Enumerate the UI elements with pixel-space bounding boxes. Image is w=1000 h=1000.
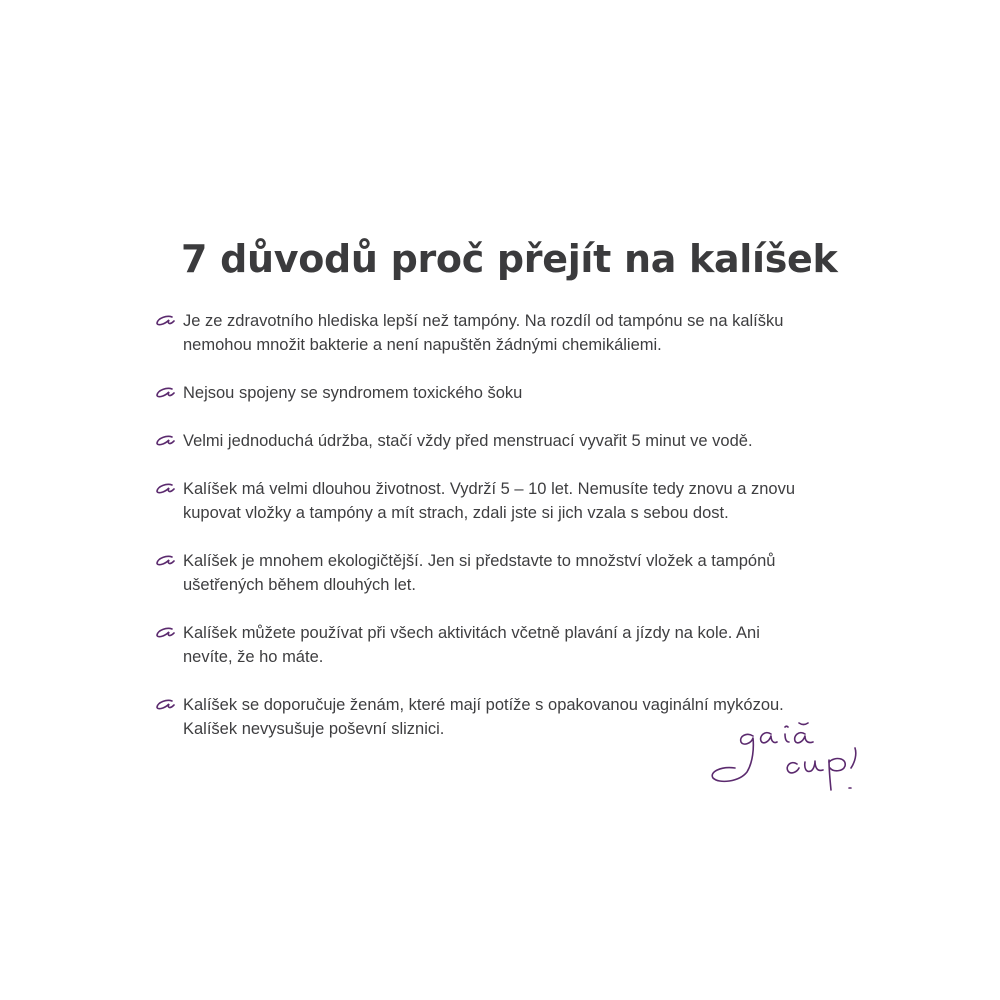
reason-text-line-1: Velmi jednoduchá údržba, stačí vždy před menstruací vyvařit 5 minut ve vodě. bbox=[183, 432, 753, 450]
reasons-list bbox=[155, 309, 855, 765]
list-item bbox=[155, 549, 855, 597]
swoosh-icon bbox=[155, 627, 175, 639]
list-item bbox=[155, 381, 855, 405]
list-item bbox=[155, 429, 855, 453]
reason-text-line-2: nevíte, že ho máte. bbox=[183, 648, 324, 666]
list-item bbox=[155, 477, 855, 525]
swoosh-icon bbox=[155, 315, 175, 327]
list-item bbox=[155, 621, 855, 669]
reason-text-line-2: kupovat vložky a tampóny a mít strach, zdali jste si jich vzala s sebou dost. bbox=[183, 504, 729, 522]
reason-text-line-1: Kalíšek se doporučuje ženám, které mají potíže s opakovanou vaginální mykózou. bbox=[183, 696, 784, 714]
page-title: 7 důvodů proč přejít na kalíšek bbox=[181, 237, 838, 281]
reason-text-line-1: Kalíšek je mnohem ekologičtější. Jen si představte to množství vložek a tampónů bbox=[183, 552, 776, 570]
reason-text-line-2: ušetřených během dlouhých let. bbox=[183, 576, 416, 594]
reason-text-line-1: Nejsou spojeny se syndromem toxického šoku bbox=[183, 384, 523, 402]
swoosh-icon bbox=[155, 483, 175, 495]
swoosh-icon bbox=[155, 699, 175, 711]
reason-text-line-1: Kalíšek má velmi dlouhou životnost. Vydrží 5 – 10 let. Nemusíte tedy znovu a znovu bbox=[183, 480, 796, 498]
reason-text-line-1: Kalíšek můžete používat při všech aktivitách včetně plavání a jízdy na kole. Ani bbox=[183, 624, 760, 642]
swoosh-icon bbox=[155, 387, 175, 399]
swoosh-icon bbox=[155, 555, 175, 567]
gaia-cup-signature-logo bbox=[705, 718, 875, 798]
reason-text-line-2: Kalíšek nevysušuje poševní sliznici. bbox=[183, 720, 445, 738]
list-item bbox=[155, 309, 855, 357]
reason-text-line-2: nemohou množit bakterie a není napuštěn žádnými chemikáliemi. bbox=[183, 336, 662, 354]
reason-text-line-1: Je ze zdravotního hlediska lepší než tampóny. Na rozdíl od tampónu se na kalíšku bbox=[183, 312, 784, 330]
swoosh-icon bbox=[155, 435, 175, 447]
